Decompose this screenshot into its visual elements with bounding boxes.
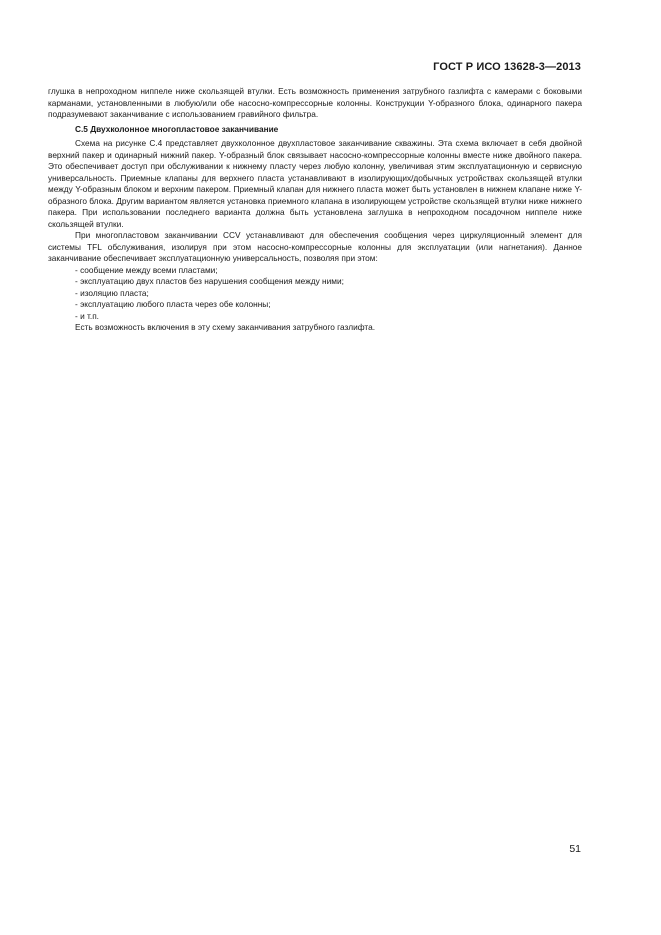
section-title: С.5 Двухколонное многопластовое заканчивание <box>75 123 279 134</box>
section-paragraph-1: Схема на рисунке С.4 представляет двухколонное двухпластовое заканчивание скважины. Эта схема включает в себя двойной верхний пакер и одинарный нижний пакер. Y-образный блок связывает насосно-компрессорные колонны вместе ниже двойного пакера. Это обеспечивает доступ при обслуживании к нижнему пласту через любую колонну, увеличивая этим эксплуатационную и сервисную универсальность. Приемные клапаны для верхнего пласта устанавливают в изолирующих/добычных устройствах скользящей втулки между Y-образным блоком и верхним пакером. Приемный клапан для нижнего пласта может быть установлен в нижнем клапане ниже Y-образного блока. Другим вариантом является установка приемного клапана в изолирующем устройстве скользящей втулки ниже нижнего пакера. При использовании последнего варианта должна быть установлена заглушка в непроходном посадочном ниппеле ниже скользящей втулки. <box>48 138 582 229</box>
list-item: - изоляцию пласта; <box>75 287 149 298</box>
page-number: 51 <box>569 843 581 855</box>
list-item: - сообщение между всеми пластами; <box>75 264 218 275</box>
continuation-paragraph: глушка в непроходном ниппеле ниже скользящей втулки. Есть возможность применения затрубного газлифта с камерами с боковыми карманами, установленными в любую/или обе насосно-компрессорные колонны. Конструкции Y-образного блока, одинарного пакера подразумевают заканчивание с использованием гравийного фильтра. <box>48 86 582 119</box>
capabilities-list <box>48 265 582 323</box>
document-standard-header: ГОСТ Р ИСО 13628-3—2013 <box>433 61 581 73</box>
list-item: - эксплуатацию любого пласта через обе колонны; <box>75 299 271 309</box>
section-paragraph-2: При многопластовом заканчивании CCV устанавливают для обеспечения сообщения через циркуляционный элемент для системы TFL обслуживания, изолируя при этом насосно-компрессорные колонны для эксплуатации (или нагнетания). Данное заканчивание обеспечивает эксплуатационную универсальность, позволяя при этом: <box>48 230 582 263</box>
closing-paragraph: Есть возможность включения в эту схему заканчивания затрубного газлифта. <box>75 322 376 332</box>
document-body <box>48 86 582 334</box>
list-item: - и т.п. <box>75 310 99 321</box>
list-item: - эксплуатацию двух пластов без нарушения сообщения между ними; <box>75 276 344 286</box>
